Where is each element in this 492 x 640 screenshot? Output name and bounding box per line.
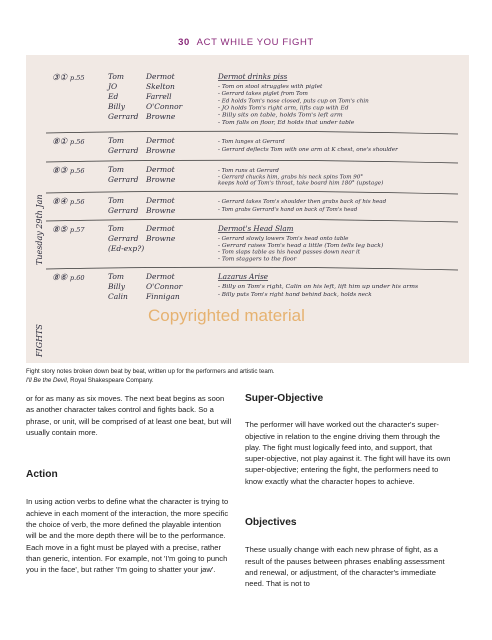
row-divider-line — [46, 191, 458, 194]
row-surname: Farrell — [146, 92, 172, 101]
row-number: ⑧① — [52, 137, 68, 147]
row-note: - Tom grabs Gerrard's hand on back of Tom's head — [218, 207, 358, 213]
row-divider-line — [46, 267, 458, 270]
right-para-2: These usually change with each new phrase of fight, as a result of the pauses between phrases enabling assessment and renewal, or adjustment, of the character's immediate need. That is not to — [245, 545, 445, 589]
row-note: - Tom falls on floor, Ed holds that under table — [218, 119, 355, 126]
row-note: - JO holds Tom's right arm, lifts cup with Ed — [218, 105, 350, 112]
heading-objectives: Objectives — [245, 517, 297, 529]
row-title: Lazarus Arise — [218, 272, 269, 281]
row-name: Ed — [108, 92, 119, 101]
row-name: Gerrard — [108, 206, 139, 215]
row-title: Dermot drinks piss — [218, 72, 288, 81]
row-note: - Billy on Tom's right, Calin on his left, lift him up under his arms — [218, 284, 419, 290]
caption-company: , Royal Shakespeare Company. — [66, 376, 154, 384]
caption-line-2 — [26, 377, 469, 386]
row-surname: Skelton — [146, 82, 175, 91]
row-name: Gerrard — [108, 112, 139, 121]
row-note: - Tom runs at Gerrard — [218, 168, 280, 174]
right-column — [245, 393, 451, 590]
row-surname: Browne — [146, 234, 176, 243]
row-name: Billy — [108, 102, 125, 111]
row-name: Tom — [108, 196, 125, 205]
running-title: ACT WHILE YOU FIGHT — [196, 37, 314, 48]
row-note: - Gerrard raises Tom's head a little (Tom tells leg back) — [218, 242, 369, 249]
row-note: - Gerrard takes Tom's shoulder then grabs back of his head — [218, 199, 387, 205]
watermark: Copyrighted material — [148, 306, 305, 325]
heading-action: Action — [26, 469, 58, 481]
figure-caption — [26, 368, 469, 385]
row-divider-line — [46, 131, 458, 134]
row-number: ⑧③ — [52, 166, 68, 176]
row-surname: Browne — [146, 175, 176, 184]
row-note: - Tom lunges at Gerrard — [218, 139, 286, 145]
row-name: Tom — [108, 72, 125, 81]
row-surname: Browne — [146, 112, 176, 121]
left-column — [26, 393, 232, 576]
right-para-1: The performer will have worked out the character's super-objective in relation to the engine driving them through the play. The fight must logically feed into, and support, that super-objective, not play against it. The fight will have its own super-objective; entering the fight, the performers need to know exactly what the character hopes to achieve. — [245, 420, 451, 486]
row-note: - Tom slaps table as his head passes down near it — [218, 249, 361, 256]
row-divider-line — [46, 219, 458, 222]
row-note: - Gerrard chucks him, grabs his neck spins Tom 90° — [218, 174, 364, 181]
row-surname: Browne — [146, 206, 176, 215]
row-name: Tom — [108, 165, 125, 174]
row-divider-line — [46, 160, 458, 163]
running-header — [0, 37, 492, 48]
page-number: 30 — [178, 37, 190, 48]
row-surname: O'Connor — [146, 102, 183, 111]
row-page: p.56 — [70, 138, 85, 146]
row-note: - Gerrard slowly lowers Tom's head onto table — [218, 236, 349, 242]
caption-play-title: I'll Be the Devil — [26, 376, 67, 384]
side-label: Tuesday 29th Jan — [35, 194, 44, 265]
row-surname: Dermot — [146, 165, 175, 174]
row-name: Tom — [108, 136, 125, 145]
row-surname: Dermot — [146, 72, 175, 81]
row-name: Billy — [108, 282, 125, 291]
bottom-label: FIGHTS — [35, 324, 44, 357]
row-page: p.56 — [70, 198, 85, 206]
row-number: ⑧⑤ — [52, 225, 68, 235]
row-name: Gerrard — [108, 234, 139, 243]
row-name: JO — [108, 82, 118, 91]
row-note: - Gerrard deflects Tom with one arm at K chest, one's shoulder — [218, 147, 399, 154]
row-title: Dermot's Head Slam — [218, 224, 294, 233]
row-name: Gerrard — [108, 175, 139, 184]
row-surname: Dermot — [146, 224, 175, 233]
heading-super-objective: Super-Objective — [245, 393, 324, 404]
row-number: ③① — [52, 73, 68, 83]
row-name: (Ed-exp?) — [108, 244, 145, 253]
row-note: - Gerrard takes piglet from Tom — [218, 91, 308, 98]
row-surname: Finnigan — [146, 292, 180, 301]
row-name: Gerrard — [108, 146, 139, 155]
left-para-1: or for as many as six moves. The next beat begins as soon as another character takes control and fights back. So a phrase, or unit, will be comprised of at least one beat, but will usually contain more. — [26, 394, 232, 437]
row-note: - Billy sits on table, holds Tom's left arm — [218, 112, 343, 119]
row-page: p.57 — [70, 226, 85, 234]
row-surname: Dermot — [146, 272, 175, 281]
row-page: p.60 — [70, 274, 85, 282]
left-para-2: In using action verbs to define what the character is trying to achieve in each moment of the interaction, the more specific the choice of verb, the more defined the playable intention will be and the more depth there will be to the performance. Each move in a fight must be played with a precise, rather than generic, intention. For example, not 'I'm going to punch you in the face', but rather 'I'm going to shatter your jaw'. — [26, 497, 229, 575]
row-surname: Browne — [146, 146, 176, 155]
row-page: p.55 — [70, 74, 85, 82]
row-note: - Ed holds Tom's nose closed, puts cup on Tom's chin — [218, 98, 370, 105]
row-number: ⑧⑥ — [52, 273, 68, 283]
row-page: p.56 — [70, 167, 85, 175]
row-note: - Billy puts Tom's right hand behind back, holds neck — [218, 292, 372, 299]
row-note: keeps hold of Tom's throat, take board him 180° (upstage) — [218, 180, 378, 187]
row-name: Tom — [108, 272, 125, 281]
row-name: Tom — [108, 224, 125, 233]
row-surname: Dermot — [146, 136, 175, 145]
row-name: Calin — [108, 292, 128, 301]
row-surname: Dermot — [146, 196, 175, 205]
row-note: - Tom on stool struggles with piglet — [218, 84, 324, 90]
row-note: - Tom staggers to the floor — [218, 256, 297, 263]
caption-line-1: Fight story notes broken down beat by beat, written up for the performers and artistic team. — [26, 368, 275, 375]
row-surname: O'Connor — [146, 282, 183, 291]
row-number: ⑧④ — [52, 197, 68, 207]
